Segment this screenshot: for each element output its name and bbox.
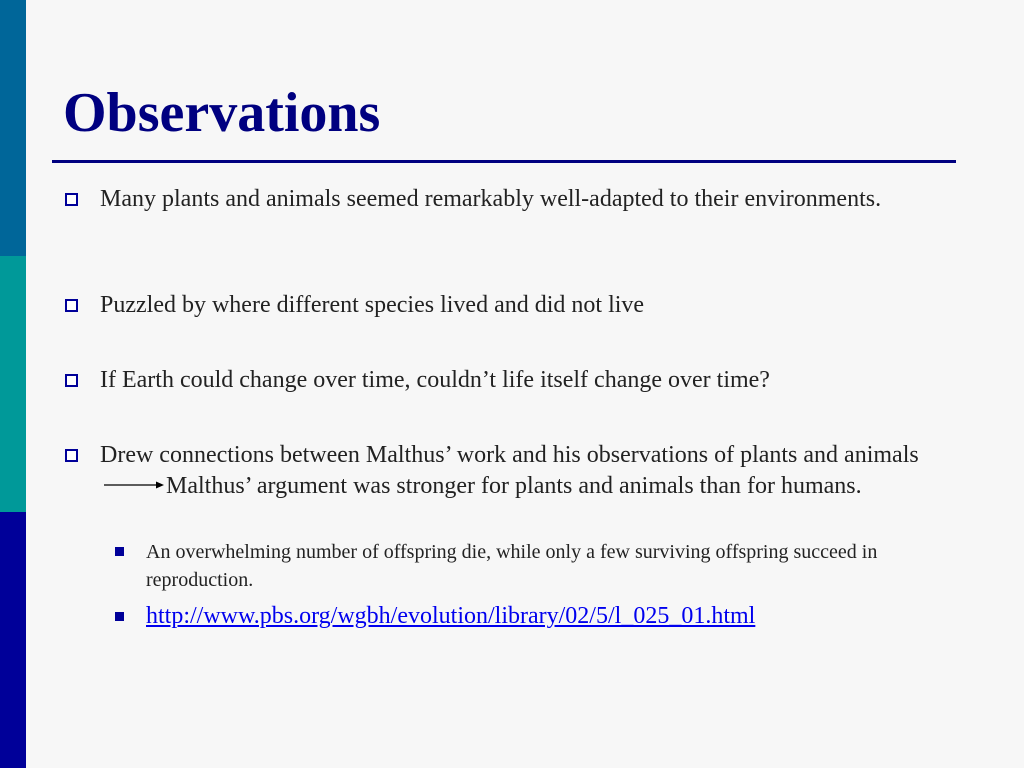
hollow-square-bullet-icon	[65, 299, 78, 312]
bullet-item	[100, 290, 970, 321]
bullet-text: Puzzled by where different species lived and did not live	[100, 292, 645, 318]
bullet-item	[100, 440, 970, 502]
right-arrow-icon	[104, 480, 164, 490]
slide-title: Observations	[63, 82, 381, 144]
sub-bullet-item	[146, 538, 966, 594]
bullet-item	[100, 184, 970, 215]
filled-square-bullet-icon	[115, 547, 124, 556]
sub-bullet-item	[146, 602, 966, 630]
hollow-square-bullet-icon	[65, 449, 78, 462]
hollow-square-bullet-icon	[65, 193, 78, 206]
bullet-text: Many plants and animals seemed remarkably well-adapted to their environments.	[100, 186, 882, 212]
pbs-evolution-link[interactable]: http://www.pbs.org/wgbh/evolution/library/02/5/l_025_01.html	[146, 603, 756, 629]
hollow-square-bullet-icon	[65, 374, 78, 387]
sub-bullet-text: An overwhelming number of offspring die, while only a few surviving offspring succeed in reproduction.	[146, 541, 878, 591]
filled-square-bullet-icon	[115, 612, 124, 621]
bullet-text-after-arrow: Malthus’ argument was stronger for plants and animals than for humans.	[166, 473, 862, 499]
bullet-text-before-arrow: Drew connections between Malthus’ work and his observations of plants and animals	[100, 442, 919, 468]
bullet-item	[100, 365, 970, 396]
bullet-text: If Earth could change over time, couldn’t life itself change over time?	[100, 367, 770, 393]
